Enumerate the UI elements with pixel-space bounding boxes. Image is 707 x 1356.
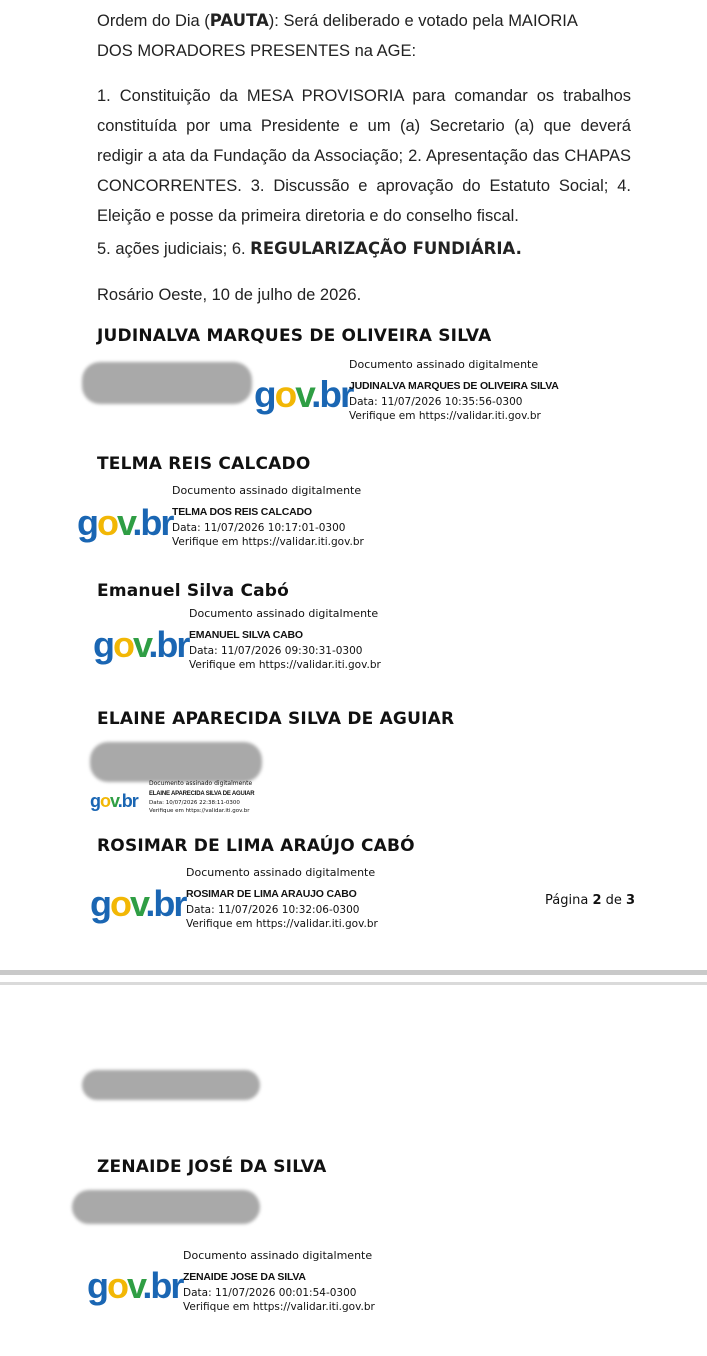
govbr-logo-4: gov.br [90, 791, 138, 811]
redacted-signature-1 [82, 362, 252, 404]
signature-name: ELAINE APARECIDA SILVA DE AGUIAR [149, 791, 255, 797]
govbr-logo-5: gov.br [90, 883, 186, 924]
signer-heading-5: ROSIMAR DE LIMA ARAÚJO CABÓ [97, 836, 415, 856]
last-pre: 5. ações judiciais; 6. [97, 240, 251, 258]
signature-caption: Documento assinado digitalmente [172, 484, 362, 497]
place-date: Rosário Oeste, 10 de julho de 2026. [97, 286, 362, 304]
signature-name: ROSIMAR DE LIMA ARAUJO CABO [186, 888, 357, 900]
govbr-logo-6: gov.br [87, 1265, 183, 1306]
agenda-intro-line2: DOS MORADORES PRESENTES na AGE: [97, 42, 417, 60]
signature-date: Data: 10/07/2026 22:38:11-0300 [149, 800, 240, 806]
signature-date: Data: 11/07/2026 10:35:56-0300 [349, 396, 523, 408]
signature-date: Data: 11/07/2026 10:17:01-0300 [172, 522, 346, 534]
intro-bold: PAUTA [209, 11, 269, 30]
signature-verify: Verifique em https://validar.iti.gov.br [186, 918, 378, 930]
signature-verify: Verifique em https://validar.iti.gov.br [349, 410, 541, 422]
signature-verify: Verifique em https://validar.iti.gov.br [172, 536, 364, 548]
signer-heading-1: JUDINALVA MARQUES DE OLIVEIRA SILVA [97, 326, 492, 346]
redacted-signature-6 [82, 1070, 260, 1100]
agenda-last-line [97, 234, 631, 264]
signature-date: Data: 11/07/2026 09:30:31-0300 [189, 645, 363, 657]
signature-date: Data: 11/07/2026 00:01:54-0300 [183, 1287, 357, 1299]
regularizacao-bold: REGULARIZAÇÃO FUNDIÁRIA. [250, 239, 522, 258]
signature-verify: Verifique em https://validar.iti.gov.br [149, 808, 250, 814]
signer-heading-3: Emanuel Silva Cabó [97, 581, 290, 601]
signature-caption: Documento assinado digitalmente [189, 607, 379, 620]
signature-verify: Verifique em https://validar.iti.gov.br [189, 659, 381, 671]
intro-pre: Ordem do Dia ( [97, 12, 210, 30]
govbr-logo-3: gov.br [93, 624, 189, 665]
signature-caption: Documento assinado digitalmente [149, 780, 253, 787]
redacted-signature-7 [72, 1190, 260, 1224]
page-break-line [0, 970, 707, 975]
signer-heading-2: TELMA REIS CALCADO [97, 454, 311, 474]
signature-verify: Verifique em https://validar.iti.gov.br [183, 1301, 375, 1313]
signature-name: TELMA DOS REIS CALCADO [172, 506, 312, 518]
page-number: Página 2 de 3 [545, 893, 636, 908]
govbr-logo-2: gov.br [77, 502, 173, 543]
agenda-items-text: 1. Constituição da MESA PROVISORIA para comandar os trabalhos constituída por uma Presidente e um (a) Secretario (a) que deverá redigir a ata da Fundação da Associação; 2. Apresentação das CHAPAS CONCORRENTES. 3. Discussão e aprovação do Estatuto Social; 4. Eleição e posse da primeira diretoria e do conselho fiscal. [97, 87, 631, 225]
signer-heading-4: ELAINE APARECIDA SILVA DE AGUIAR [97, 709, 455, 729]
signature-caption: Documento assinado digitalmente [183, 1249, 373, 1262]
agenda-items [97, 81, 631, 231]
signature-name: JUDINALVA MARQUES DE OLIVEIRA SILVA [349, 380, 559, 392]
agenda-intro [97, 6, 631, 66]
signature-caption: Documento assinado digitalmente [349, 358, 539, 371]
signature-name: EMANUEL SILVA CABO [189, 629, 303, 641]
intro-post: ): Será deliberado e votado pela MAIORIA [268, 12, 578, 30]
signature-name: ZENAIDE JOSE DA SILVA [183, 1271, 306, 1283]
signature-date: Data: 11/07/2026 10:32:06-0300 [186, 904, 360, 916]
signer-heading-6: ZENAIDE JOSÉ DA SILVA [97, 1157, 327, 1177]
page-break-line-secondary [0, 982, 707, 985]
signature-caption: Documento assinado digitalmente [186, 866, 376, 879]
govbr-logo-1: gov.br [254, 374, 353, 415]
agenda-intro-line1 [97, 6, 631, 36]
redacted-signature-4 [90, 742, 262, 782]
